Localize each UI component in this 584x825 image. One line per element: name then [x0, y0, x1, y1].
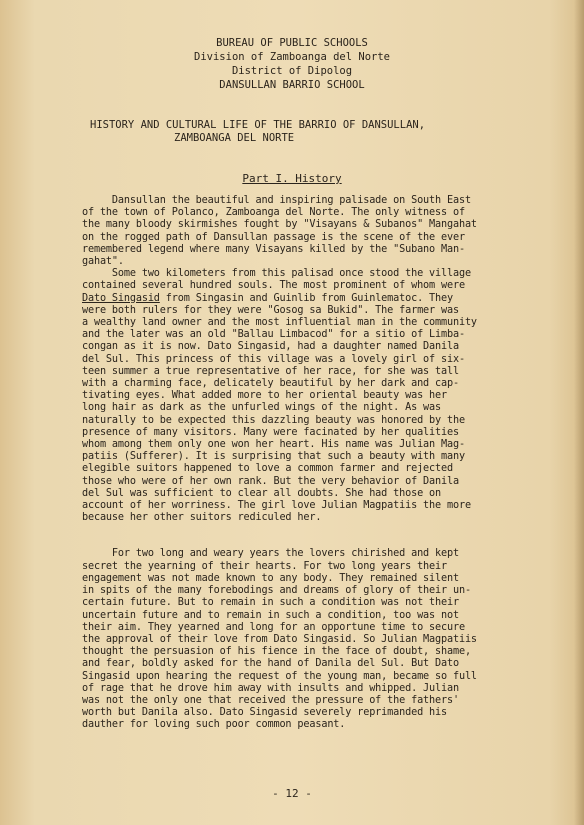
paragraph-1	[82, 195, 518, 268]
header-line-bureau: BUREAU OF PUBLIC SCHOOLS	[216, 37, 368, 49]
text-line: their aim. They yearned and long for an opportune time to secure	[82, 621, 465, 633]
text-line: Singasid upon hearing the request of the young man, became so full	[82, 670, 477, 682]
text-line: dauther for loving such poor common peasant.	[82, 719, 346, 731]
paragraph-3	[82, 548, 518, 731]
text-line: For two long and weary years the lovers chirished and kept	[82, 548, 459, 560]
header-line-division: Division of Zamboanga del Norte	[194, 51, 390, 63]
title-line-2: ZAMBOANGA DEL NORTE	[174, 132, 295, 144]
text-line: account of her worriness. The girl love Julian Magpatiis the more	[82, 500, 471, 512]
text-line: worth but Danila also. Dato Singasid severely reprimanded his	[82, 707, 447, 719]
underlined-name: Dato Singasid	[82, 292, 160, 304]
text-line: gahat".	[82, 256, 124, 268]
text-line: elegible suitors happened to love a common farmer and rejected	[82, 463, 453, 475]
text-line: long hair as dark as the unfurled wings of the night. As was	[82, 402, 442, 414]
text-line: was not the only one that received the pressure of the fathers'	[82, 694, 459, 706]
part-heading-text: Part I. History	[242, 172, 342, 185]
paragraph-2	[82, 268, 518, 524]
text-line: Dansullan the beautiful and inspiring palisade on South East	[82, 195, 471, 206]
text-line: in spits of the many forebodings and dreams of glory of their un-	[82, 585, 471, 597]
text-line: teen summer a true representative of her race, for she was tall	[82, 365, 459, 377]
text-line: Dato Singasid from Singasin and Guinlib from Guinlematoc. They	[82, 292, 453, 304]
text-line: uncertain future and to remain in such a condition, too was not	[82, 609, 459, 621]
text-line: del Sul. This princess of this village was a lovely girl of six-	[82, 353, 465, 365]
text-line: Some two kilometers from this palisad once stood the village	[82, 268, 471, 280]
text-line: contained several hundred souls. The most prominent of whom were	[82, 280, 465, 292]
page-edge-shadow	[574, 0, 584, 825]
text-line: a wealthy land owner and the most influential man in the community	[82, 317, 477, 329]
text-line: of the town of Polanco, Zamboanga del Norte. The only witness of	[82, 207, 465, 219]
text-line: on the rogged path of Dansullan passage is the scene of the ever	[82, 231, 465, 243]
text-line: whom among them only one won her heart. His name was Julian Mag-	[82, 439, 465, 451]
text-line: were both rulers for they were "Gosog sa Bukid". The farmer was	[82, 304, 459, 316]
header-line-district: District of Dipolog	[231, 65, 353, 77]
header-line-school: DANSULLAN BARRIO SCHOOL	[219, 79, 365, 91]
text-line: of rage that he drove him away with insults and whipped. Julian	[82, 682, 459, 694]
text-line: certain future. But to remain in such a condition was not their	[82, 597, 459, 609]
text-line: del Sul was sufficient to clear all doubts. She had those on	[82, 487, 442, 499]
text-line: tivating eyes. What added more to her oriental beauty was her	[82, 390, 447, 402]
text-line: the approval of their love from Dato Singasid. So Julian Magpatiis	[82, 633, 477, 645]
text-line: those who were of her own rank. But the very behavior of Danila	[82, 475, 459, 487]
text-line: naturally to be expected this dazzling beauty was honored by the	[82, 414, 465, 426]
text-line: patiis (Sufferer). It is surprising that such a beauty with many	[82, 451, 465, 463]
text-line: engagement was not made known to any body. They remained silent	[82, 572, 459, 584]
text-line: presence of many visitors. Many were facinated by her qualities	[82, 426, 459, 438]
text-line: thought the persuasion of his fience in the face of doubt, shame,	[82, 646, 471, 658]
page-number: - 12 -	[272, 787, 312, 800]
text-line: and the later was an old "Ballau Limbacod" for a sitio of Limba-	[82, 329, 465, 341]
title-line-1: HISTORY AND CULTURAL LIFE OF THE BARRIO OF DANSULLAN,	[90, 119, 426, 131]
text-line: secret the yearning of their hearts. For two long years their	[82, 560, 447, 572]
document-header	[0, 36, 584, 92]
text-line: because her other suitors rediculed her.	[82, 512, 322, 524]
text-line: the many bloody skirmishes fought by "Visayans & Subanos" Mangahat	[82, 219, 477, 231]
paragraph-gap	[82, 524, 518, 548]
text-line: with a charming face, delicately beautiful by her dark and cap-	[82, 378, 459, 390]
document-title	[90, 119, 520, 145]
text-line: remembered legend where many Visayans killed by the "Subano Man-	[82, 243, 465, 255]
document-body	[82, 195, 518, 732]
part-heading	[0, 172, 584, 186]
text-line: congan as it is now. Dato Singasid, had a daughter named Danila	[82, 341, 459, 353]
text-line: and fear, boldly asked for the hand of Danila del Sul. But Dato	[82, 658, 459, 670]
